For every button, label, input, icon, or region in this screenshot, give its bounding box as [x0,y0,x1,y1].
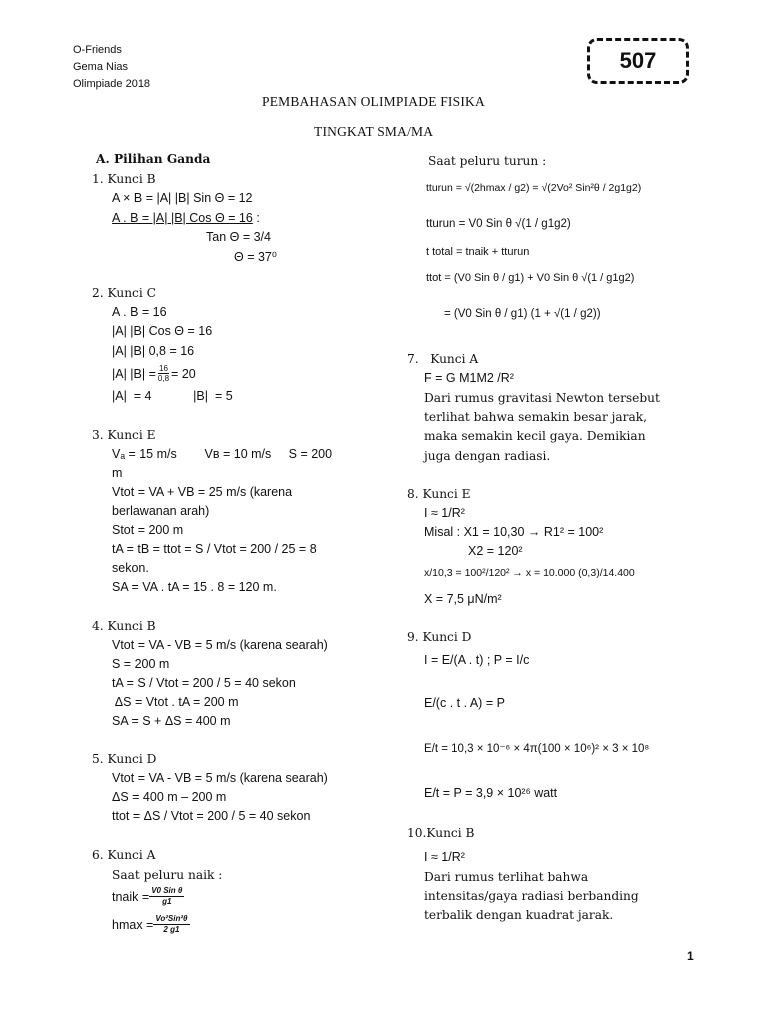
q3-line1: Vₐ = 15 m/s Vв = 10 m/s S = 200 [112,447,333,461]
q3-line4: tA = tB = ttot = S / Vtot = 200 / 25 = 8 [112,542,317,556]
section-heading: A. Pilihan Ganda [96,152,211,166]
q9-line1: I = E/(A . t) ; P = I/c [424,653,530,667]
q8-line3: X2 = 120² [468,544,523,558]
q6-tnaik: tnaik = V0 Sin θ g1 [112,886,183,906]
q1-heading: 1. Kunci B [92,172,156,186]
q1-line2: A . B = |A| |B| Cos Θ = 16 : [112,211,260,225]
q7-line2: Dari rumus gravitasi Newton tersebut [424,391,660,405]
q4-line2: S = 200 m [112,657,170,671]
q4-heading: 4. Kunci B [92,619,156,633]
q3-line1b: m [112,466,123,480]
q5-line1: Vtot = VA - VB = 5 m/s (karena searah) [112,771,328,785]
q6-tturun-1: tturun = √(2hmax / g2) = √(2Vo² Sin²θ / 2g1g2) [426,182,642,194]
q10-heading: 10.Kunci B [407,826,475,840]
org-name: O-Friends [73,44,122,56]
document-number: 507 [619,48,657,73]
q9-heading: 9. Kunci D [407,630,472,644]
q9-line4: E/t = P = 3,9 × 10²⁶ watt [424,786,558,800]
document-number-box [587,38,689,84]
q8-line5: X = 7,5 μN/m² [424,592,502,606]
q6-tturun-2: tturun = V0 Sin θ √(1 / g1g2) [426,218,571,230]
q7-line1: F = G M1M2 /R² [424,371,514,385]
q5-line2: ΔS = 400 m – 200 m [112,790,227,804]
q8-heading: 8. Kunci E [407,487,471,501]
q1-line1: A × B = |A| |B| Sin Θ = 12 [112,191,253,205]
q7-line5: juga dengan radiasi. [424,449,551,463]
q3-heading: 3. Kunci E [92,428,156,442]
q2-line2: |A| |B| Cos Θ = 16 [112,324,213,338]
q2-line1: A . B = 16 [112,305,167,319]
q9-line2: E/(c . t . A) = P [424,696,505,710]
q3-line5: SA = VA . tA = 15 . 8 = 120 m. [112,580,277,594]
q3-line3: Stot = 200 m [112,523,184,537]
q2-line4: |A| |B| = $\frac{16}{0,8}$ = 20 [112,364,196,383]
q9-line3: E/t = 10,3 × 10⁻⁶ × 4π(100 × 10⁶)² × 3 × 10⁸ [424,743,650,755]
q3-line4b: sekon. [112,561,149,575]
q6-hmax: hmax = Vo²Sin²θ 2 g1 [112,914,188,934]
q4-line1: Vtot = VA - VB = 5 m/s (karena searah) [112,638,328,652]
q4-line5: SA = S + ΔS = 400 m [112,714,231,728]
q8-line4: x/10,3 = 100²/120² → x = 10.000 (0,3)/14.400 [424,567,635,579]
q1-line4: Θ = 37⁰ [234,250,277,264]
q4-line3: tA = S / Vtot = 200 / 5 = 40 sekon [112,676,296,690]
q10-line1: I ≈ 1/R² [424,850,465,864]
q3-line2: Vtot = VA + VB = 25 m/s (karena [112,485,293,499]
event-name: Olimpiade 2018 [73,78,151,90]
q1-line3: Tan Θ = 3/4 [206,230,271,244]
q7-heading: 7. Kunci A [407,352,479,366]
q3-line2b: berlawanan arah) [112,504,210,518]
q6-ttotal: t total = tnaik + tturun [426,246,530,258]
page-number: 1 [687,949,694,963]
q10-line4: terbalik dengan kuadrat jarak. [424,908,614,922]
q6-ttot-1: ttot = (V0 Sin θ / g1) + V0 Sin θ √(1 / g1g2) [426,272,635,284]
q6-line1: Saat peluru naik : [112,868,223,882]
q5-line3: ttot = ΔS / Vtot = 200 / 5 = 40 sekon [112,809,311,823]
q8-line2: Misal : X1 = 10,30 → R1² = 100² [424,525,604,539]
q6-heading: 6. Kunci A [92,848,156,862]
page-title: PEMBAHASAN OLIMPIADE FISIKA [262,94,485,109]
q2-line5: |A| = 4 |B| = 5 [112,389,233,403]
q2-line3: |A| |B| 0,8 = 16 [112,344,195,358]
q7-line3: terlihat bahwa semakin besar jarak, [424,410,648,424]
q4-line4: ΔS = Vtot . tA = 200 m [112,695,239,709]
page-subtitle: TINGKAT SMA/MA [314,124,434,139]
q8-line1: I ≈ 1/R² [424,506,465,520]
q6-ttot-2: = (V0 Sin θ / g1) (1 + √(1 / g2)) [444,308,601,320]
org-subtitle: Gema Nias [73,61,129,73]
q6-turun-intro: Saat peluru turun : [428,154,547,168]
q10-line3: intensitas/gaya radiasi berbanding [424,889,639,903]
q2-heading: 2. Kunci C [92,286,156,300]
q7-line4: maka semakin kecil gaya. Demikian [424,429,646,443]
q10-line2: Dari rumus terlihat bahwa [424,870,589,884]
q5-heading: 5. Kunci D [92,752,157,766]
